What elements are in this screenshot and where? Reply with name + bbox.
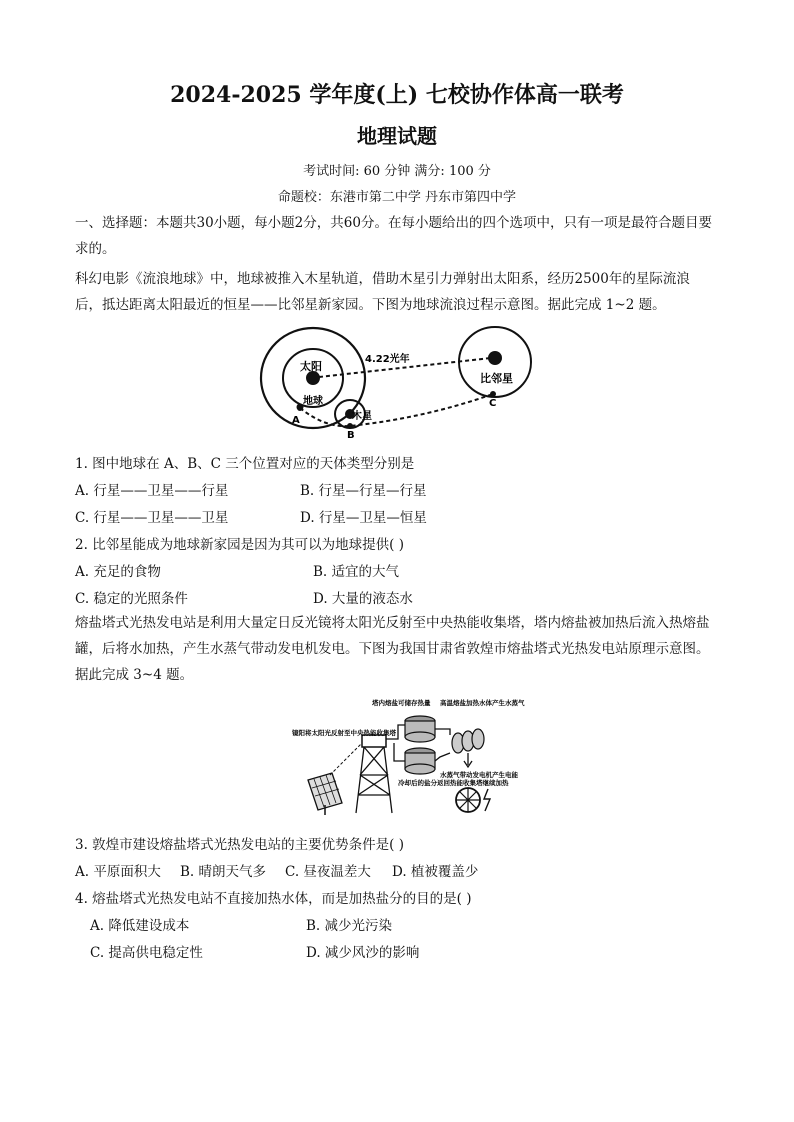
proxima-dot bbox=[488, 351, 502, 365]
exam-schools: 命题校：东港市第二中学 丹东市第四中学 bbox=[277, 190, 517, 205]
figure-molten-salt-plant bbox=[290, 695, 525, 820]
passage-2: 熔盐塔式光热发电站是利用大量定日反光镜将太阳光反射至中央热能收集塔，塔内熔盐被加热后流入热熔盐罐，后将水加热，产生水蒸气带动发电机发电。下图为我国甘肃省敦煌市熔盐塔式光热发电站原理示意图。据此完成 3~4 题。 bbox=[75, 615, 710, 683]
distance-label: 4.22光年 bbox=[365, 354, 410, 365]
label-mirror: 镜阳将太阳光反射至中央热能收集塔 bbox=[292, 729, 396, 737]
q2-stem: 2. 比邻星能成为地球新家园是因为其可以为地球提供( ) bbox=[75, 537, 404, 553]
q1-option-a[interactable]: A. 行星——卫星——行星 bbox=[75, 483, 229, 499]
q3-option-d[interactable]: D. 植被覆盖少 bbox=[392, 864, 479, 880]
q4-option-a[interactable]: A. 降低建设成本 bbox=[90, 918, 190, 934]
q2-option-c[interactable]: C. 稳定的光照条件 bbox=[75, 591, 188, 607]
q3-stem: 3. 敦煌市建设熔盐塔式光热发电站的主要优势条件是( ) bbox=[75, 837, 404, 853]
section-intro: 一、选择题：本题共30小题，每小题2分，共60分。在每小题给出的四个选项中，只有一项是最符合题目要求的。 bbox=[75, 215, 712, 257]
sun-dot bbox=[306, 371, 320, 385]
exam-subject: 地理试题 bbox=[357, 124, 437, 148]
earth-label: 地球 bbox=[303, 396, 323, 407]
label-storage: 塔内熔盐可储存热量 bbox=[372, 699, 431, 707]
q1-option-d[interactable]: D. 行星—卫星—恒星 bbox=[300, 510, 427, 526]
hot-salt-tank bbox=[405, 716, 435, 742]
figure-wandering-earth bbox=[255, 320, 545, 445]
heat-exchanger bbox=[452, 729, 484, 753]
q1-option-b[interactable]: B. 行星—行星—行星 bbox=[300, 483, 427, 499]
q2-option-b[interactable]: B. 适宜的大气 bbox=[313, 564, 400, 580]
q4-option-d[interactable]: D. 减少风沙的影响 bbox=[306, 945, 420, 961]
cold-salt-tank bbox=[405, 748, 435, 774]
collector-tower bbox=[356, 735, 392, 813]
earth-trajectory bbox=[300, 394, 493, 426]
q4-stem: 4. 熔盐塔式光热发电站不直接加热水体，而是加热盐分的目的是( ) bbox=[75, 891, 472, 907]
label-gen: 水蒸气带动发电机产生电能 bbox=[440, 771, 518, 779]
q1-option-c[interactable]: C. 行星——卫星——卫星 bbox=[75, 510, 229, 526]
point-c-label: C bbox=[489, 398, 497, 409]
point-b-label: B bbox=[347, 430, 355, 441]
q1-stem: 1. 图中地球在 A、B、C 三个位置对应的天体类型分别是 bbox=[75, 456, 415, 472]
q2-option-a[interactable]: A. 充足的食物 bbox=[75, 564, 161, 580]
proxima-label: 比邻星 bbox=[480, 372, 513, 385]
jupiter-label: 木星 bbox=[352, 411, 372, 422]
mirror-panel bbox=[308, 743, 362, 815]
label-heat: 高温熔盐加热水体产生水蒸气 bbox=[440, 699, 525, 707]
q3-option-c[interactable]: C. 昼夜温差大 bbox=[285, 864, 371, 880]
sun-label: 太阳 bbox=[300, 360, 322, 373]
label-cool: 冷却后的盐分返回热能收集塔继续加热 bbox=[398, 779, 509, 787]
q4-option-c[interactable]: C. 提高供电稳定性 bbox=[90, 945, 203, 961]
exam-title: 2024-2025 学年度(上) 七校协作体高一联考 bbox=[170, 82, 624, 108]
point-a-label: A bbox=[292, 415, 300, 426]
q4-option-b[interactable]: B. 减少光污染 bbox=[306, 918, 393, 934]
generator-icon bbox=[456, 788, 490, 812]
passage-1: 科幻电影《流浪地球》中，地球被推入木星轨道，借助木星引力弹射出太阳系，经历2500年的星际流浪后，抵达距离太阳最近的恒星——比邻星新家园。下图为地球流浪过程示意图。据此完成 1~2 题。 bbox=[75, 271, 690, 313]
q3-option-b[interactable]: B. 晴朗天气多 bbox=[180, 864, 267, 880]
exam-info: 考试时间: 60 分钟 满分: 100 分 bbox=[303, 164, 491, 179]
q3-option-a[interactable]: A. 平原面积大 bbox=[75, 864, 161, 880]
q2-option-d[interactable]: D. 大量的液态水 bbox=[313, 591, 413, 607]
